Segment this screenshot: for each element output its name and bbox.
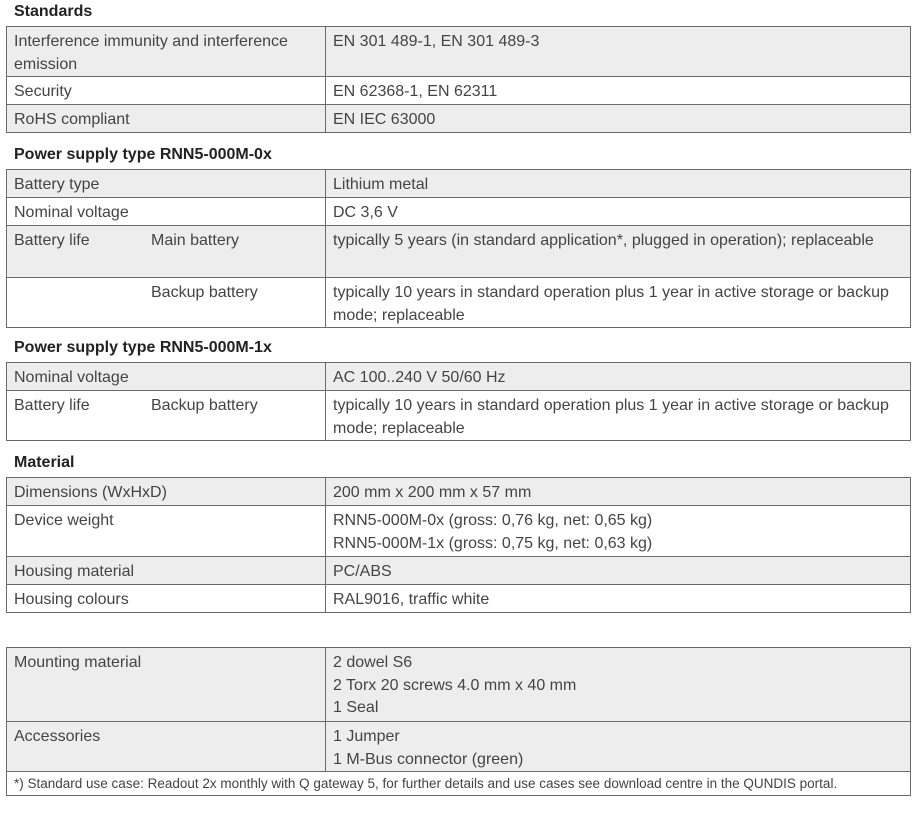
table-row <box>7 648 911 722</box>
row-label: Security <box>7 77 326 105</box>
section-title-standards: Standards <box>14 3 93 20</box>
row-label: Interference immunity and interference emission <box>7 27 326 77</box>
table-row <box>7 506 911 557</box>
table-row <box>7 478 911 506</box>
table-row <box>7 585 911 613</box>
row-label: Housing material <box>7 557 326 585</box>
table-row <box>7 170 911 198</box>
row-label: Device weight <box>7 506 326 557</box>
row-label: Accessories <box>7 722 326 772</box>
power-0x-table <box>6 169 911 328</box>
row-value <box>326 648 911 722</box>
value-line: 1 Seal <box>333 699 379 716</box>
table-row <box>7 226 911 278</box>
section-title-power-1x: Power supply type RNN5-000M-1x <box>14 339 272 356</box>
row-value: DC 3,6 V <box>326 198 911 226</box>
table-row <box>7 363 911 391</box>
row-value: typically 10 years in standard operation plus 1 year in active storage or backup mode; replaceable <box>326 278 911 328</box>
row-value: 200 mm x 200 mm x 57 mm <box>326 478 911 506</box>
row-label-main: Battery life <box>14 232 90 249</box>
table-row <box>7 27 911 77</box>
row-label <box>7 278 326 328</box>
delivery-table <box>6 647 911 796</box>
row-label: Nominal voltage <box>7 363 326 391</box>
section-title-power-0x: Power supply type RNN5-000M-0x <box>14 146 272 163</box>
section-title-material: Material <box>14 454 75 471</box>
material-table <box>6 477 911 613</box>
row-label: Housing colours <box>7 585 326 613</box>
standards-table <box>6 26 911 133</box>
table-row <box>7 722 911 772</box>
row-label <box>7 226 326 278</box>
value-line: 1 Jumper <box>333 728 400 745</box>
row-sublabel: Backup battery <box>151 284 258 301</box>
row-sublabel: Backup battery <box>151 397 258 414</box>
row-value: typically 5 years (in standard application*, plugged in operation); replaceable <box>326 226 911 278</box>
value-line: 2 dowel S6 <box>333 654 413 671</box>
row-value: typically 10 years in standard operation plus 1 year in active storage or backup mode; replaceable <box>326 391 911 441</box>
table-row <box>7 278 911 328</box>
row-label: Battery type <box>7 170 326 198</box>
row-value: PC/ABS <box>326 557 911 585</box>
row-label: RoHS compliant <box>7 105 326 133</box>
row-label: Dimensions (WxHxD) <box>7 478 326 506</box>
row-value <box>326 722 911 772</box>
table-row <box>7 557 911 585</box>
row-sublabel: Main battery <box>151 232 240 249</box>
footnote-row <box>7 772 911 796</box>
row-label-main: Battery life <box>14 397 90 414</box>
value-line: 2 Torx 20 screws 4.0 mm x 40 mm <box>333 676 577 694</box>
value-line: RNN5-000M-0x (gross: 0,76 kg, net: 0,65 kg) <box>333 512 653 529</box>
value-line: RNN5-000M-1x (gross: 0,75 kg, net: 0,63 kg) <box>333 534 653 552</box>
row-label <box>7 391 326 441</box>
row-value: AC 100..240 V 50/60 Hz <box>326 363 911 391</box>
value-line: 1 M-Bus connector (green) <box>333 750 524 768</box>
row-value <box>326 506 911 557</box>
row-value: Lithium metal <box>326 170 911 198</box>
power-1x-table <box>6 362 911 441</box>
table-row <box>7 105 911 133</box>
row-value: EN 301 489-1, EN 301 489-3 <box>326 27 911 77</box>
row-label: Mounting material <box>7 648 326 722</box>
table-row <box>7 198 911 226</box>
row-value: RAL9016, traffic white <box>326 585 911 613</box>
row-label: Nominal voltage <box>7 198 326 226</box>
row-value: EN IEC 63000 <box>326 105 911 133</box>
footnote: *) Standard use case: Readout 2x monthly with Q gateway 5, for further details and use cases see download centre in the QUNDIS portal. <box>7 772 911 796</box>
row-value: EN 62368-1, EN 62311 <box>326 77 911 105</box>
table-row <box>7 391 911 441</box>
table-row <box>7 77 911 105</box>
